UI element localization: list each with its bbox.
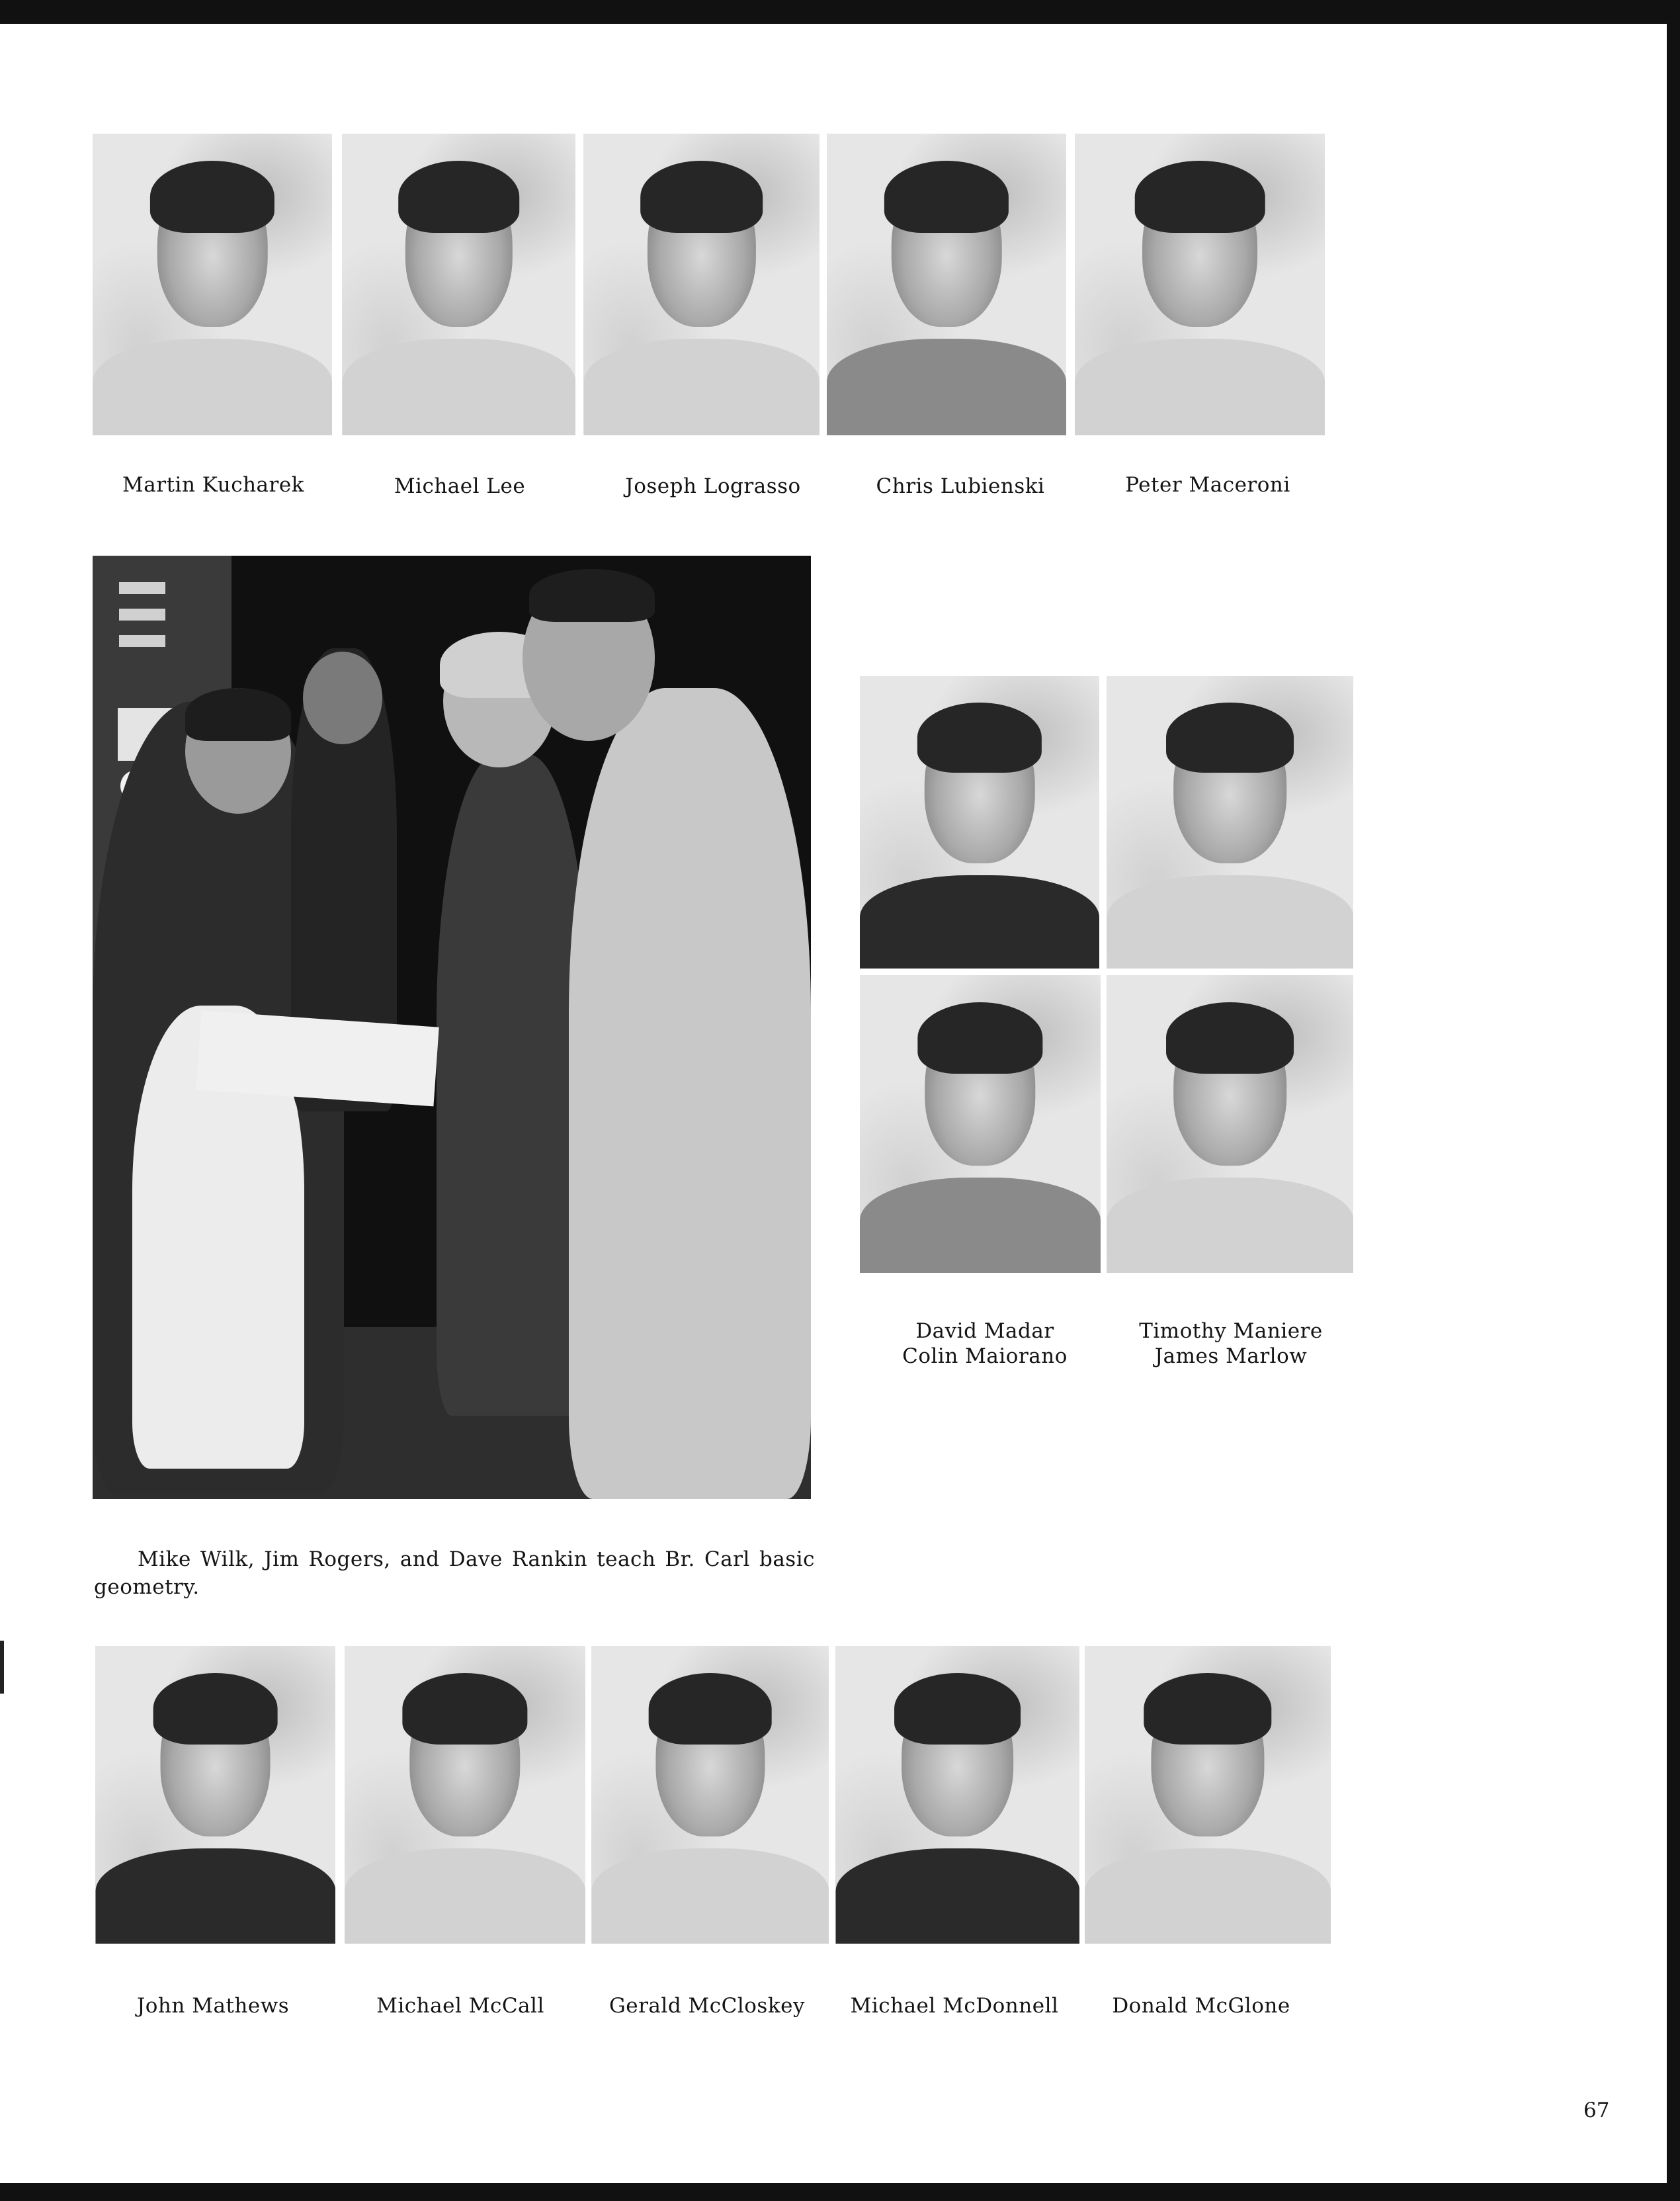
name-peter-maceroni: Peter Maceroni (1125, 473, 1290, 497)
student-figure-jersey (437, 754, 589, 1416)
name-chris-lubienski: Chris Lubienski (876, 474, 1045, 498)
name-timothy-maniere: Timothy Maniere (1139, 1319, 1323, 1343)
name-joseph-lograsso: Joseph Lograsso (625, 474, 801, 498)
portrait-michael-mccall (345, 1646, 585, 1944)
portrait-chris-lubienski (827, 134, 1066, 435)
teacher-figure (569, 688, 811, 1499)
name-david-madar: David Madar (915, 1319, 1054, 1343)
name-michael-mcdonnell: Michael McDonnell (850, 1994, 1059, 2018)
geometry-book (196, 1011, 439, 1107)
portrait-david-madar (860, 676, 1099, 969)
name-colin-maiorano: Colin Maiorano (902, 1344, 1068, 1368)
portrait-colin-maiorano (860, 975, 1101, 1273)
name-michael-mccall: Michael McCall (376, 1994, 544, 2018)
group-candid-photo (93, 556, 811, 1499)
scan-mark (0, 1641, 4, 1694)
portrait-donald-mcglone (1085, 1646, 1331, 1944)
portrait-martin-kucharek (93, 134, 332, 435)
portrait-peter-maceroni (1075, 134, 1325, 435)
scan-border-right (1667, 0, 1680, 2201)
name-james-marlow: James Marlow (1154, 1344, 1308, 1368)
scan-border-top (0, 0, 1680, 24)
group-photo-caption: Mike Wilk, Jim Rogers, and Dave Rankin teach Br. Carl basic geometry. (94, 1547, 815, 1599)
name-gerald-mccloskey: Gerald McCloskey (609, 1994, 805, 2018)
name-john-mathews: John Mathews (136, 1994, 290, 2018)
page-number: 67 (1583, 2098, 1610, 2122)
scan-border-bottom (0, 2183, 1680, 2201)
name-michael-lee: Michael Lee (394, 474, 526, 498)
portrait-michael-lee (342, 134, 575, 435)
name-donald-mcglone: Donald McGlone (1112, 1994, 1290, 2018)
portrait-michael-mcdonnell (835, 1646, 1079, 1944)
name-martin-kucharek: Martin Kucharek (122, 473, 304, 497)
portrait-james-marlow (1107, 975, 1353, 1273)
portrait-gerald-mccloskey (591, 1646, 829, 1944)
portrait-timothy-maniere (1107, 676, 1353, 969)
portrait-john-mathews (95, 1646, 335, 1944)
portrait-joseph-lograsso (583, 134, 819, 435)
